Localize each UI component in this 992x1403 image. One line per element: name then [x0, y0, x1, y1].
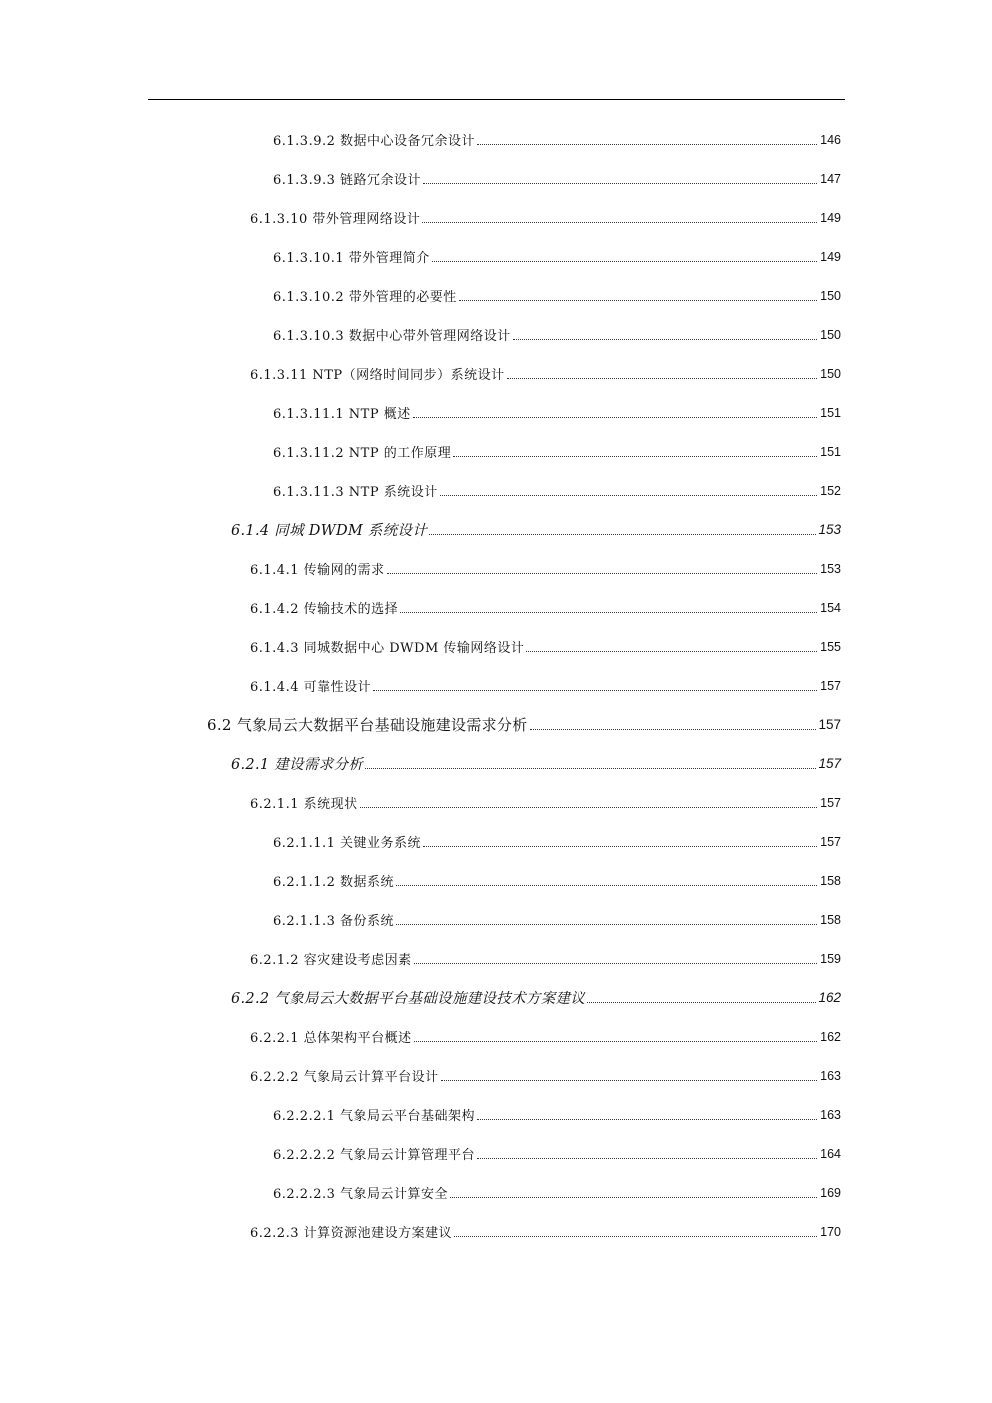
toc-entry-page-number: 162	[818, 990, 841, 1005]
toc-dot-leader	[513, 338, 817, 340]
toc-dot-leader	[530, 728, 817, 730]
toc-dot-leader	[423, 845, 817, 847]
toc-entry-page-number: 146	[820, 132, 841, 147]
toc-entry[interactable]	[0, 705, 992, 744]
toc-entry-label: 6.1.3.10.2 带外管理的必要性	[273, 290, 457, 305]
toc-entry[interactable]	[0, 315, 992, 354]
toc-entry[interactable]	[0, 783, 992, 822]
toc-dot-leader	[413, 416, 817, 418]
toc-entry-label: 6.1.4 同城 DWDM 系统设计	[231, 523, 428, 539]
toc-dot-leader	[526, 650, 817, 652]
toc-entry-label: 6.1.4.4 可靠性设计	[250, 680, 372, 695]
toc-entry-label: 6.1.3.11.2 NTP 的工作原理	[273, 446, 452, 461]
toc-entry[interactable]	[0, 354, 992, 393]
toc-dot-leader	[396, 884, 817, 886]
toc-dot-leader	[414, 1040, 817, 1042]
toc-entry-page-number: 157	[818, 756, 841, 771]
toc-entry[interactable]	[0, 510, 992, 549]
toc-entry-page-number: 147	[820, 171, 841, 186]
toc-entry-page-number: 163	[820, 1068, 841, 1083]
toc-entry[interactable]	[0, 861, 992, 900]
toc-entry[interactable]	[0, 120, 992, 159]
toc-entry[interactable]	[0, 1095, 992, 1134]
toc-entry-page-number: 151	[820, 444, 841, 459]
toc-entry[interactable]	[0, 237, 992, 276]
toc-entry-label: 6.1.3.9.2 数据中心设备冗余设计	[273, 134, 476, 149]
toc-entry-label: 6.2.2.2 气象局云计算平台设计	[250, 1070, 439, 1085]
toc-entry[interactable]	[0, 471, 992, 510]
toc-entry-page-number: 149	[820, 249, 841, 264]
toc-dot-leader	[423, 182, 817, 184]
toc-dot-leader	[507, 377, 817, 379]
toc-dot-leader	[454, 1235, 817, 1237]
toc-entry-label: 6.1.3.11.3 NTP 系统设计	[273, 485, 438, 500]
toc-entry-label: 6.1.3.11.1 NTP 概述	[273, 407, 411, 422]
toc-entry[interactable]	[0, 1134, 992, 1173]
toc-dot-leader	[441, 1079, 817, 1081]
toc-entry[interactable]	[0, 549, 992, 588]
toc-entry-page-number: 153	[820, 561, 841, 576]
toc-dot-leader	[587, 1001, 816, 1003]
toc-dot-leader	[429, 533, 816, 535]
toc-entry[interactable]	[0, 1017, 992, 1056]
toc-entry[interactable]	[0, 1173, 992, 1212]
toc-entry-page-number: 158	[820, 873, 841, 888]
toc-dot-leader	[453, 455, 817, 457]
toc-entry[interactable]	[0, 666, 992, 705]
toc-entry[interactable]	[0, 588, 992, 627]
toc-entry-label: 6.2.1 建设需求分析	[231, 757, 364, 773]
toc-entry-label: 6.2.1.1.1 关键业务系统	[273, 836, 422, 851]
toc-entry[interactable]	[0, 900, 992, 939]
toc-entry-page-number: 155	[820, 639, 841, 654]
toc-entry-page-number: 150	[820, 366, 841, 381]
table-of-contents	[0, 120, 992, 1251]
toc-entry-label: 6.1.4.2 传输技术的选择	[250, 602, 399, 617]
toc-entry[interactable]	[0, 432, 992, 471]
toc-entry-page-number: 162	[820, 1029, 841, 1044]
toc-entry-page-number: 157	[820, 834, 841, 849]
header-rule	[148, 99, 845, 100]
toc-entry[interactable]	[0, 393, 992, 432]
toc-entry-page-number: 163	[820, 1107, 841, 1122]
toc-dot-leader	[477, 143, 817, 145]
toc-entry[interactable]	[0, 822, 992, 861]
toc-dot-leader	[477, 1157, 817, 1159]
toc-entry-label: 6.2.2.2.1 气象局云平台基础架构	[273, 1109, 476, 1124]
toc-entry-page-number: 169	[820, 1185, 841, 1200]
toc-entry-page-number: 150	[820, 288, 841, 303]
toc-entry[interactable]	[0, 627, 992, 666]
toc-entry-label: 6.2.1.2 容灾建设考虑因素	[250, 953, 412, 968]
toc-entry-label: 6.1.3.10.1 带外管理简介	[273, 251, 430, 266]
toc-entry-label: 6.1.3.10.3 数据中心带外管理网络设计	[273, 329, 511, 344]
toc-entry-label: 6.1.3.10 带外管理网络设计	[250, 212, 421, 227]
toc-entry-page-number: 157	[818, 717, 841, 732]
toc-dot-leader	[360, 806, 817, 808]
toc-entry-page-number: 164	[820, 1146, 841, 1161]
toc-entry-label: 6.1.3.11 NTP（网络时间同步）系统设计	[250, 368, 505, 383]
toc-dot-leader	[422, 221, 817, 223]
toc-entry-label: 6.1.3.9.3 链路冗余设计	[273, 173, 422, 188]
toc-dot-leader	[432, 260, 817, 262]
toc-dot-leader	[365, 767, 816, 769]
toc-entry[interactable]	[0, 1056, 992, 1095]
toc-entry[interactable]	[0, 1212, 992, 1251]
toc-dot-leader	[400, 611, 817, 613]
toc-entry-page-number: 152	[820, 483, 841, 498]
toc-entry-page-number: 157	[820, 795, 841, 810]
toc-entry-page-number: 153	[818, 522, 841, 537]
toc-dot-leader	[459, 299, 817, 301]
toc-entry-page-number: 151	[820, 405, 841, 420]
toc-entry-page-number: 149	[820, 210, 841, 225]
toc-entry[interactable]	[0, 744, 992, 783]
toc-entry-label: 6.1.4.1 传输网的需求	[250, 563, 385, 578]
toc-dot-leader	[450, 1196, 817, 1198]
toc-entry-label: 6.2.1.1.2 数据系统	[273, 875, 395, 890]
toc-entry-label: 6.2.2.2.3 气象局云计算安全	[273, 1187, 449, 1202]
toc-entry[interactable]	[0, 159, 992, 198]
toc-dot-leader	[414, 962, 817, 964]
toc-entry[interactable]	[0, 198, 992, 237]
toc-entry[interactable]	[0, 939, 992, 978]
toc-entry-page-number: 159	[820, 951, 841, 966]
toc-entry-page-number: 154	[820, 600, 841, 615]
toc-dot-leader	[440, 494, 817, 496]
toc-entry-label: 6.2.1.1.3 备份系统	[273, 914, 395, 929]
toc-entry-label: 6.2.2.1 总体架构平台概述	[250, 1031, 412, 1046]
toc-entry-page-number: 158	[820, 912, 841, 927]
toc-dot-leader	[477, 1118, 817, 1120]
toc-dot-leader	[373, 689, 817, 691]
toc-entry-label: 6.2.2.3 计算资源池建设方案建议	[250, 1226, 453, 1241]
toc-entry-page-number: 170	[820, 1224, 841, 1239]
toc-entry-label: 6.2 气象局云大数据平台基础设施建设需求分析	[207, 716, 528, 734]
toc-entry-page-number: 150	[820, 327, 841, 342]
toc-entry-page-number: 157	[820, 678, 841, 693]
toc-entry-label: 6.2.1.1 系统现状	[250, 797, 358, 812]
toc-entry[interactable]	[0, 276, 992, 315]
toc-entry-label: 6.2.2 气象局云大数据平台基础设施建设技术方案建议	[231, 991, 586, 1007]
toc-dot-leader	[396, 923, 817, 925]
toc-entry-label: 6.2.2.2.2 气象局云计算管理平台	[273, 1148, 476, 1163]
toc-entry[interactable]	[0, 978, 992, 1017]
toc-dot-leader	[387, 572, 817, 574]
toc-entry-label: 6.1.4.3 同城数据中心 DWDM 传输网络设计	[250, 641, 525, 656]
